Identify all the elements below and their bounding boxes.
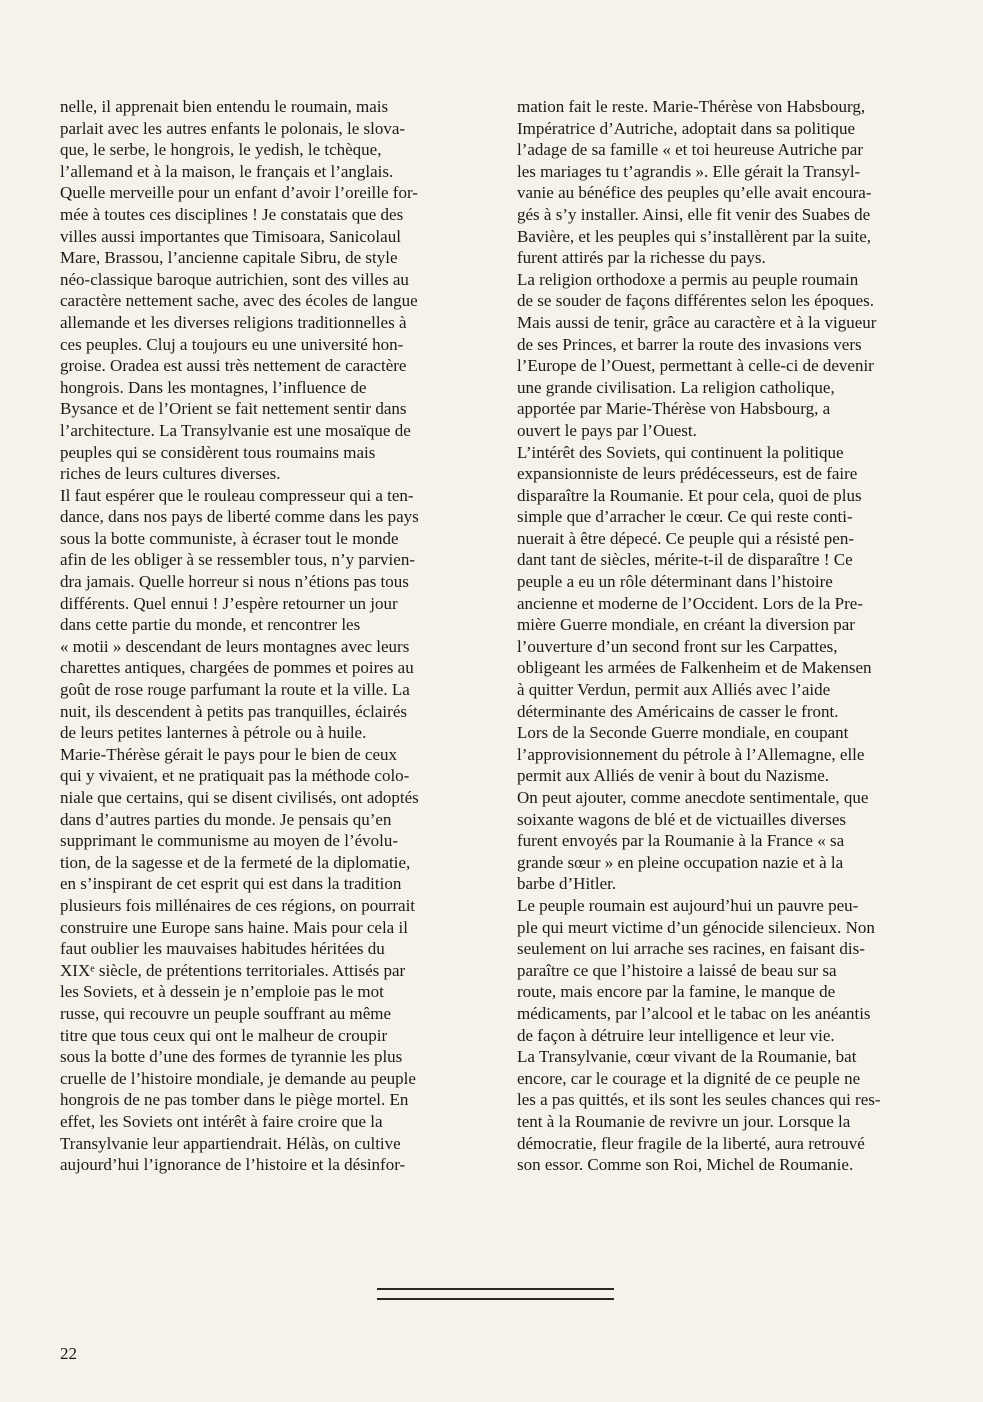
right-column	[517, 96, 937, 1176]
paragraph-rouleau-compresseur: Il faut espérer que le rouleau compresseur qui a ten- dance, dans nos pays de liberté comme dans les pays sous la botte communiste, à écraser tout le monde afin de les obliger à se ressembler tous, n’y parvien- dra jamais. Quelle horreur si nous n’étions pas tous différents. Quel ennui ! J’espère retourner un jour dans cette partie du monde, et rencontrer les « motii » descendant de leurs montagnes avec leurs charettes antiques, chargées de pommes et poires au goût de rose rouge parfumant la route et la ville. La nuit, ils descendent à petits pas tranquilles, éclairés de leurs petites lanternes à pétrole ou à huile.	[60, 485, 419, 743]
paragraph-anecdote: On peut ajouter, comme anecdote sentimentale, que soixante wagons de blé et de victuailles diverses furent envoyés par la Roumanie à la France « sa grande sœur » en pleine occupation nazie et à la barbe d’Hitler.	[517, 788, 869, 894]
divider-bottom	[377, 1298, 614, 1300]
paragraph-peuple-roumain: Le peuple roumain est aujourd’hui un pauvre peu- ple qui meurt victime d’un génocide silencieux. Non seulement on lui arrache ses racines, en faisant dis- paraître ce que l’histoire a laissé de beau sur sa route, mais encore par la famine, le manque de médicaments, par l’alcool et le tabac on les anéantis de façon à détruire leur intelligence et leur vie.	[517, 895, 875, 1045]
paragraph-religion-orthodoxe: La religion orthodoxe a permis au peuple roumain de se souder de façons différentes selon les époques. Mais aussi de tenir, grâce au caractère et à la vigueur de ses Princes, et barrer la route des invasions vers l’Europe de l’Ouest, permettant à celle-ci de devenir une grande civilisation. La religion catholique, apportée par Marie-Thérèse von Habsbourg, a ouvert le pays par l’Ouest.	[517, 269, 877, 440]
left-column	[60, 96, 480, 1176]
section-end-rule	[377, 1288, 614, 1300]
page-number: 22	[60, 1344, 77, 1363]
divider-top	[377, 1288, 614, 1290]
paragraph-languages: nelle, il apprenait bien entendu le roumain, mais parlait avec les autres enfants le polonais, le slova- que, le serbe, le hongrois, le yedish, le tchèque, l’allemand et à la maison, le français et l’anglais. Quelle merveille pour un enfant d’avoir l’oreille for- mée à toutes ces disciplines ! Je constatais que des villes aussi importantes que Timisoara, Sanicolaul Mare, Brassou, l’ancienne capitale Sibru, de style néo-classique baroque autrichien, sont des villes au caractère nettement sache, avec des écoles de langue allemande et les diverses religions traditionnelles à ces peuples. Cluj a toujours eu une université hon- groise. Oradea est aussi très nettement de caractère hongrois. Dans les montagnes, l’influence de Bysance et de l’Orient se fait nettement sentir dans l’architecture. La Transylvanie est une mosaïque de peuples qui se considèrent tous roumains mais riches de leurs cultures diverses.	[60, 97, 418, 484]
paragraph-transylvanie: La Transylvanie, cœur vivant de la Roumanie, bat encore, car le courage et la dignité de ce peuple ne les a pas quittés, et ils sont les seules chances qui res- tent à la Roumanie de revivre un jour. Lorsque la démocratie, fleur fragile de la liberté, aura retrouvé son essor. Comme son Roi, Michel de Roumanie.	[517, 1047, 881, 1175]
paragraph-interet-soviets: L’intérêt des Soviets, qui continuent la politique expansionniste de leurs prédécesseurs, est de faire disparaître la Roumanie. Et pour cela, quoi de plus simple que d’arracher le cœur. Ce qui reste conti- nuerait à être dépecé. Ce peuple qui a résisté pen- dant tant de siècles, mérite-t-il de disparaître ! Ce peuple a eu un rôle déterminant dans l’histoire ancienne et moderne de l’Occident. Lors de la Pre- mière Guerre mondiale, en créant la diversion par l’ouverture d’un second front sur les Carpattes, obligeant les armées de Falkenheim et de Makensen à quitter Verdun, permit aux Alliés avec l’aide déterminante des Américains de casser le front. Lors de la Seconde Guerre mondiale, en coupant l’approvisionnement du pétrole à l’Allemagne, elle permit aux Alliés de venir à bout du Nazisme.	[517, 442, 872, 786]
paragraph-habsbourg: mation fait le reste. Marie-Thérèse von Habsbourg, Impératrice d’Autriche, adoptait dans sa politique l’adage de sa famille « et toi heureuse Autriche par les mariages tu t’agrandis ». Elle gérait la Transyl- vanie au bénéfice des peuples qu’elle avait encoura- gés à s’y installer. Ainsi, elle fit venir des Suabes de Bavière, et les peuples qui s’installèrent par la suite, furent attirés par la richesse du pays.	[517, 97, 872, 268]
paragraph-marie-therese: Marie-Thérèse gérait le pays pour le bien de ceux qui y vivaient, et ne pratiquait pas la méthode colo- niale que certains, qui se disent civilisés, ont adoptés dans d’autres parties du monde. Je pensais qu’en supprimant le communisme au moyen de l’évolu- tion, de la sagesse et de la fermeté de la diplomatie, en s’inspirant de cet esprit qui est dans la tradition plusieurs fois millénaires de ces régions, on pourrait construire une Europe sans haine. Mais pour cela il faut oublier les mauvaises habitudes héritées du XIXᵉ siècle, de prétentions territoriales. Attisés par les Soviets, et à dessein je n’emploie pas le mot russe, qui recouvre un peuple souffrant au même titre que tous ceux qui ont le malheur de croupir sous la botte d’une des formes de tyrannie les plus cruelle de l’histoire mondiale, je demande au peuple hongrois de ne pas tomber dans le piège mortel. En effet, les Soviets ont intérêt à faire croire que la Transylvanie leur appartiendrait. Hélàs, on cultive aujourd’hui l’ignorance de l’histoire et la désinfor-	[60, 744, 419, 1175]
